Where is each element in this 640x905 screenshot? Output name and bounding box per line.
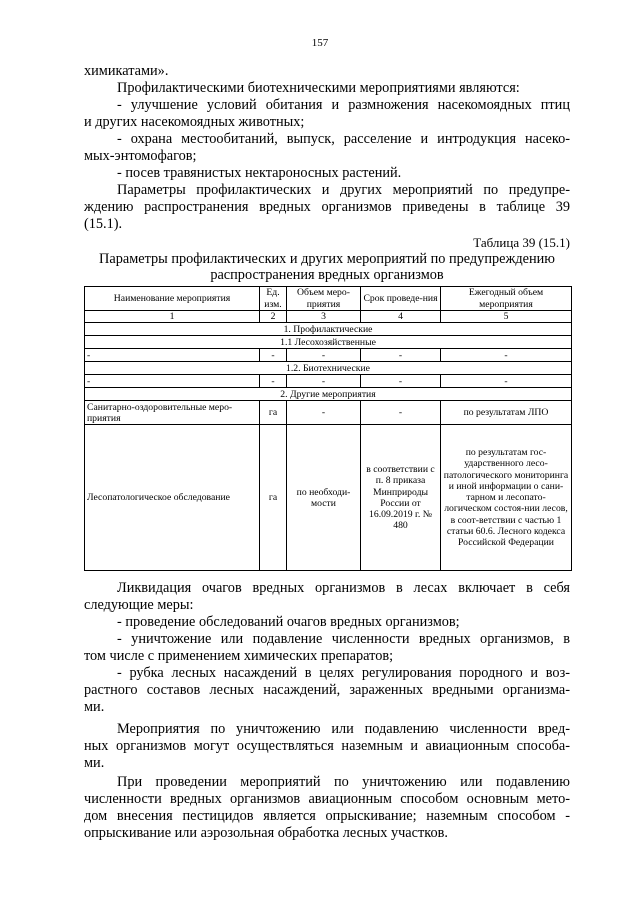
text-line: - охрана местообитаний, выпуск, расселение и интродукция насеко- xyxy=(117,131,570,147)
column-number: 4 xyxy=(361,311,441,323)
table-caption: Таблица 39 (15.1) xyxy=(473,235,570,250)
text-line: Профилактическими биотехническими мероприятиями являются: xyxy=(117,80,520,96)
header-cell: Срок проведе-ния xyxy=(361,287,441,311)
table-cell: Санитарно-оздоровительные меро-приятия xyxy=(85,401,260,425)
text-line: При проведении мероприятий по уничтожению или подавлению xyxy=(117,774,570,790)
table-cell: - xyxy=(287,349,361,362)
table-cell: га xyxy=(260,425,287,571)
column-number: 5 xyxy=(441,311,572,323)
text-line: Ликвидация очагов вредных организмов в лесах включает в себя xyxy=(117,580,570,596)
table-header-row xyxy=(85,287,572,311)
column-number: 2 xyxy=(260,311,287,323)
column-number: 3 xyxy=(287,311,361,323)
column-number: 1 xyxy=(85,311,260,323)
header-cell: Объем меро-приятия xyxy=(287,287,361,311)
section-row xyxy=(85,323,572,336)
table-cell: - xyxy=(361,349,441,362)
section-label: 2. Другие мероприятия xyxy=(85,388,572,401)
table-cell: - xyxy=(441,349,572,362)
section-row xyxy=(85,336,572,349)
text-line: - улучшение условий обитания и размножения насекомоядных птиц xyxy=(117,97,570,113)
page-number: 157 xyxy=(311,37,329,49)
text-line: химикатами». xyxy=(84,63,169,79)
text-line: дом внесения пестицидов является опрыскивание; наземным способом - xyxy=(84,808,570,824)
table-cell: по необходи-мости xyxy=(287,425,361,571)
text-line: мых-энтомофагов; xyxy=(84,148,197,164)
table-row xyxy=(85,349,572,362)
text-line: (15.1). xyxy=(84,216,123,232)
text-line: ми. xyxy=(84,755,105,771)
table-title xyxy=(84,251,570,283)
text-line: ми. xyxy=(84,699,105,715)
table-cell: Лесопатологическое обследование xyxy=(85,425,260,571)
table-row xyxy=(85,425,572,571)
section-label: 1.1 Лесохозяйственные xyxy=(85,336,572,349)
section-label: 1. Профилактические xyxy=(85,323,572,336)
text-line: - проведение обследований очагов вредных организмов; xyxy=(117,614,460,630)
text-line: численности вредных организмов авиационным способом основным мето- xyxy=(84,791,570,807)
header-cell: Наименование мероприятия xyxy=(85,287,260,311)
table-title-line: Параметры профилактических и других мероприятий по предупреждению xyxy=(99,251,555,267)
table-cell: - xyxy=(260,375,287,388)
table-cell: - xyxy=(441,375,572,388)
table-title-line: распространения вредных организмов xyxy=(210,267,444,283)
text-line: растного составов лесных насаждений, зараженных вредными организма- xyxy=(84,682,570,698)
table-cell: по результатам гос-ударственного лесо-патологического мониторинга и иной информации о сани-тарном и лесопато-логическом состоя-нии лесов, в соот-ветствии с частью 1 статьи 60.6. Лесного кодекса Российской Федерации xyxy=(441,425,572,571)
header-cell: Ед. изм. xyxy=(260,287,287,311)
section-row xyxy=(85,388,572,401)
table-row xyxy=(85,401,572,425)
measures-table xyxy=(84,286,572,571)
text-line: - рубка лесных насаждений в целях регулирования породного и воз- xyxy=(117,665,570,681)
table-cell: в соответствии с п. 8 приказа Минприроды России от 16.09.2019 г. № 480 xyxy=(361,425,441,571)
text-line: следующие меры: xyxy=(84,597,194,613)
table-cell: по результатам ЛПО xyxy=(441,401,572,425)
table-cell: - xyxy=(361,375,441,388)
text-line: Параметры профилактических и других мероприятий по предупре- xyxy=(117,182,570,198)
table-cell: - xyxy=(85,349,260,362)
table-cell: - xyxy=(260,349,287,362)
table-cell: - xyxy=(287,375,361,388)
text-line: - посев травянистых нектароносных растений. xyxy=(117,165,402,181)
text-line: том числе с применением химических препаратов; xyxy=(84,648,394,664)
text-line: - уничтожение или подавление численности вредных организмов, в xyxy=(117,631,570,647)
section-row xyxy=(85,362,572,375)
table-cell: - xyxy=(287,401,361,425)
text-line: опрыскивание или аэрозольная обработка лесных участков. xyxy=(84,825,448,841)
column-number-row xyxy=(85,311,572,323)
table-cell: га xyxy=(260,401,287,425)
table-cell: - xyxy=(85,375,260,388)
text-line: ждению распространения вредных организмов приведены в таблице 39 xyxy=(84,199,570,215)
section-label: 1.2. Биотехнические xyxy=(85,362,572,375)
text-line: и других насекомоядных животных; xyxy=(84,114,305,130)
table-row xyxy=(85,375,572,388)
header-cell: Ежегодный объем мероприятия xyxy=(441,287,572,311)
text-line: Мероприятия по уничтожению или подавлению численности вред- xyxy=(117,721,570,737)
table-cell: - xyxy=(361,401,441,425)
text-line: ных организмов могут осуществляться наземным и авиационным способа- xyxy=(84,738,570,754)
